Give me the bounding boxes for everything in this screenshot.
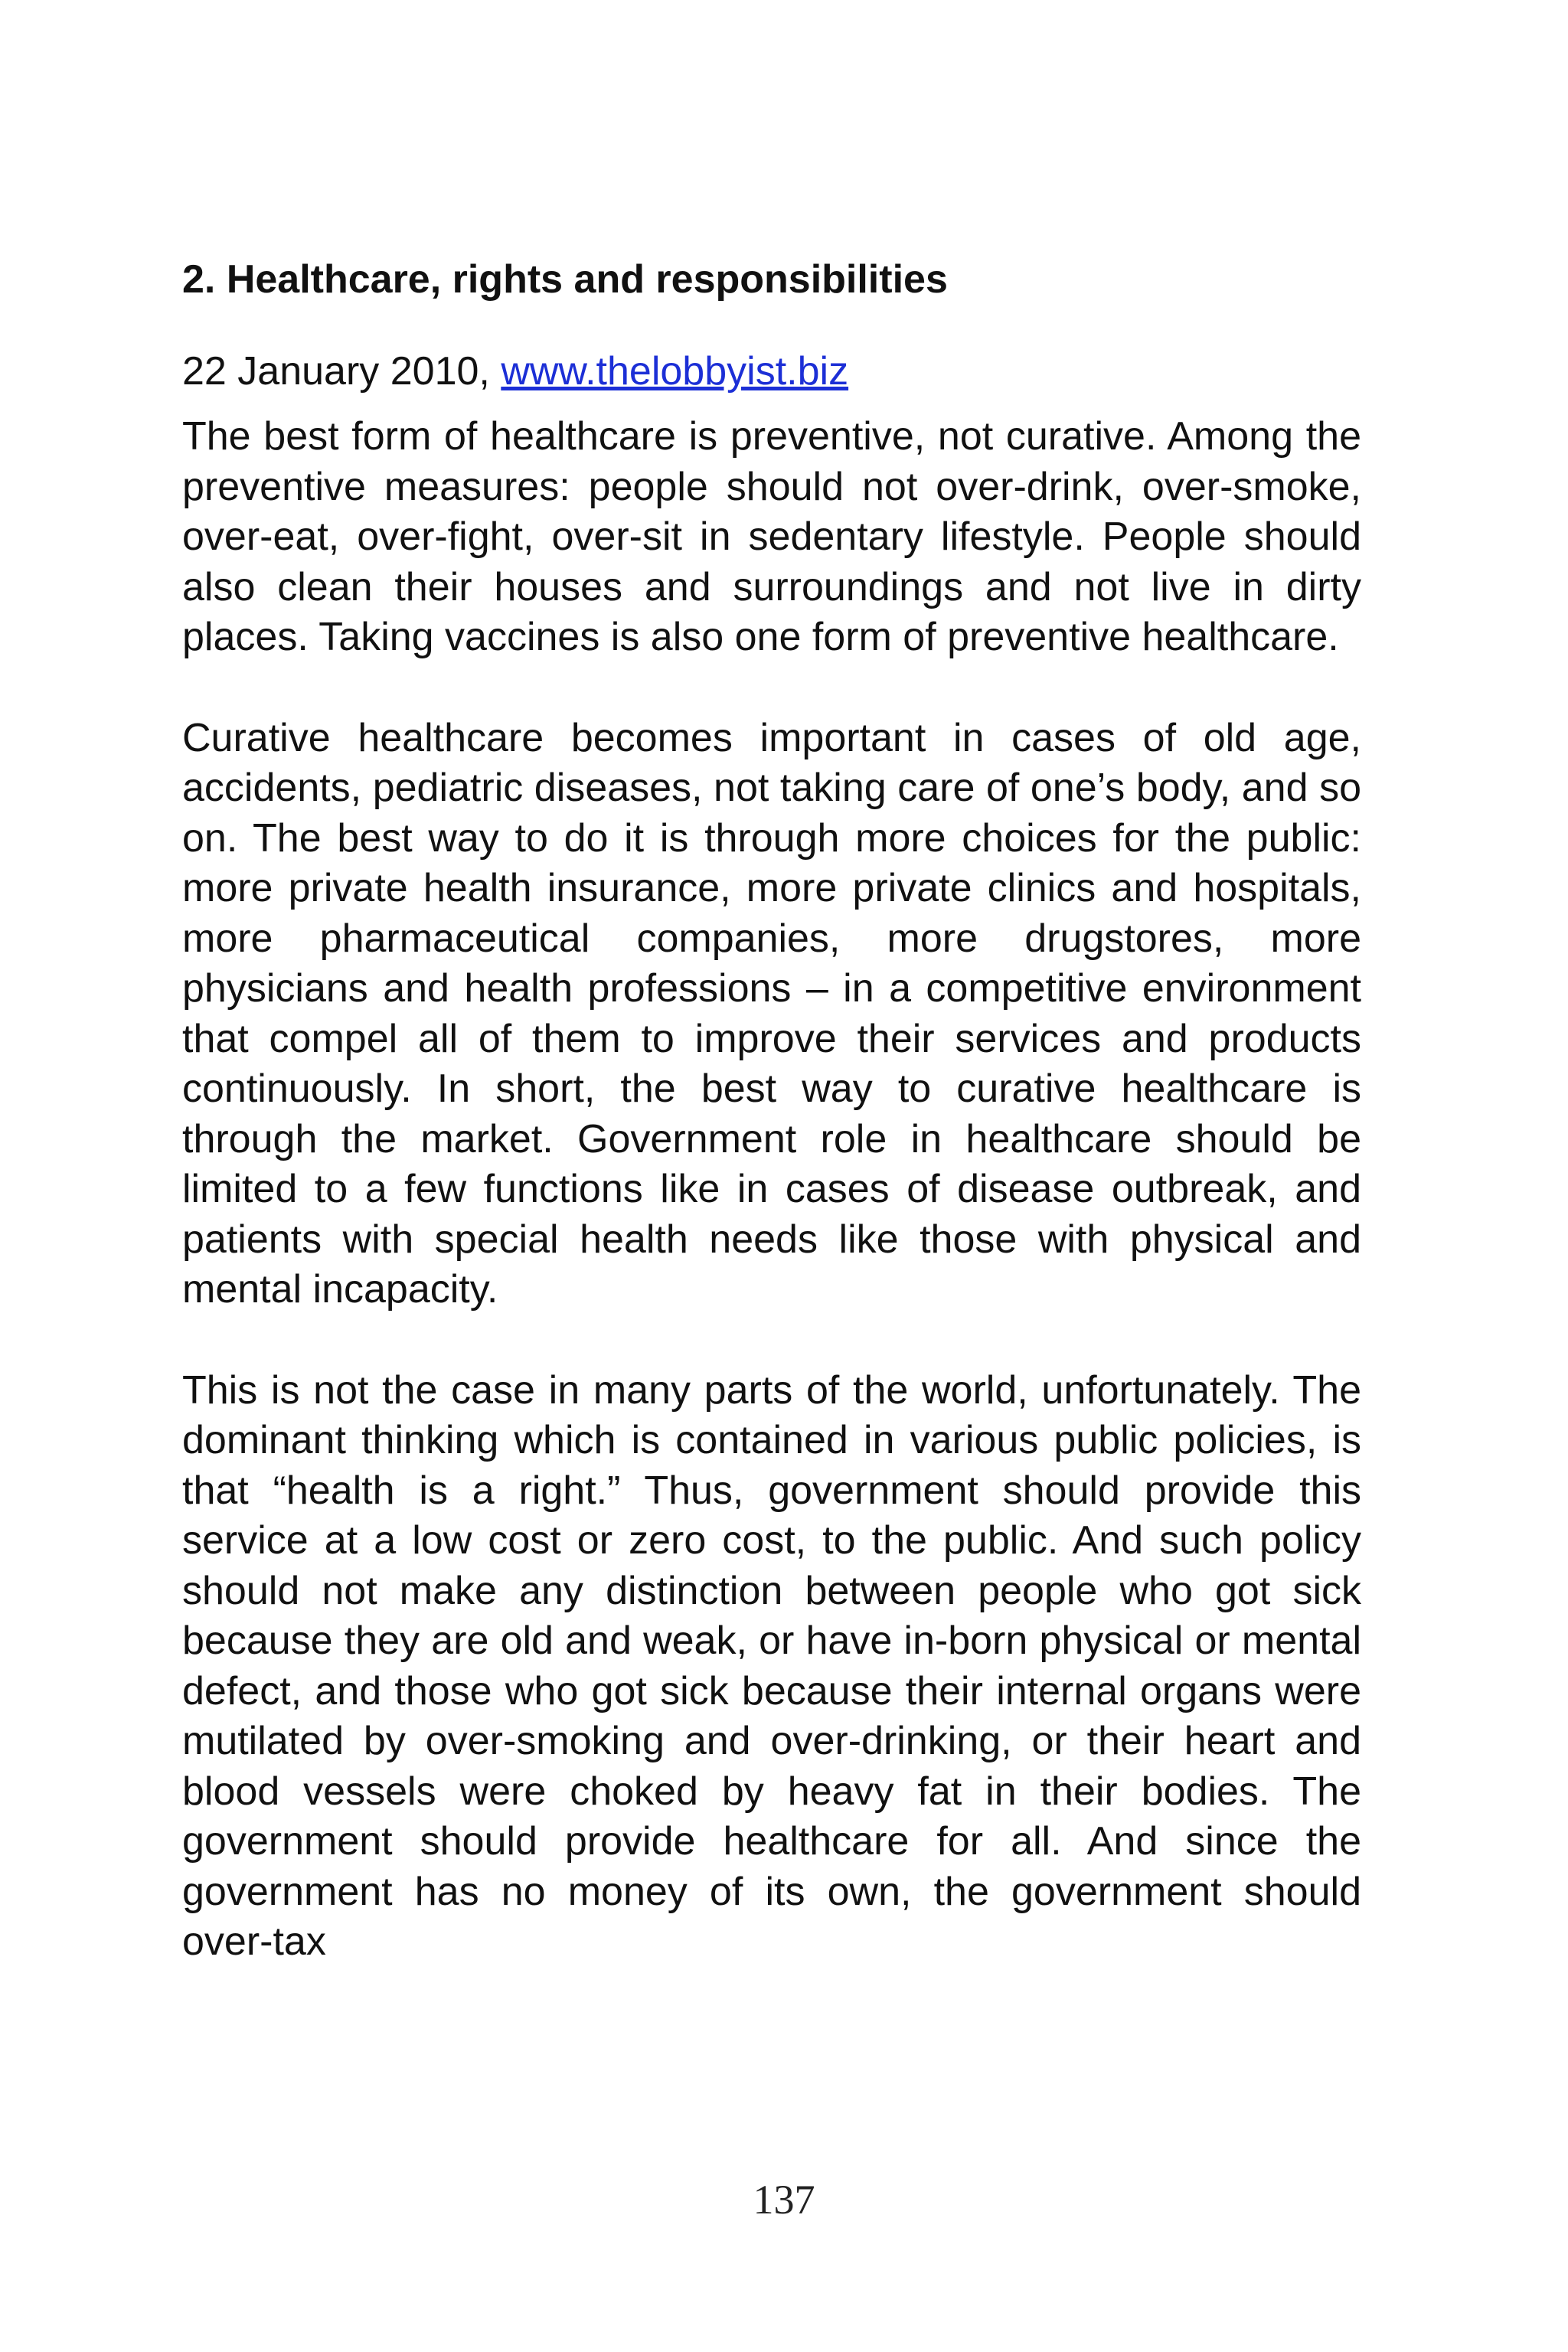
section-heading: 2. Healthcare, rights and responsibilities	[182, 257, 948, 302]
source-link[interactable]: www.thelobbyist.biz	[501, 349, 849, 394]
article-date: 22 January 2010,	[182, 349, 501, 394]
article-body	[182, 253, 1361, 1968]
page-number: 137	[753, 2177, 815, 2223]
paragraph-3: This is not the case in many parts of the world, unfortunately. The dominant thinking which is contained in various public policies, is that “health is a right.” Thus, government should provide this service at a low cost or zero cost, to the public. And such policy should not make any distinction between people who got sick because they are old and weak, or have in-born physical or mental defect, and those who got sick because their internal organs were mutilated by over-smoking and over-drinking, or their heart and blood vessels were choked by heavy fat in their bodies. The government should provide healthcare for all. And since the government has no money of its own, the government should over-tax	[182, 1367, 1361, 1964]
dateline	[182, 345, 1361, 398]
paragraph-2: Curative healthcare becomes important in cases of old age, accidents, pediatric diseases, not taking care of one’s body, and so on. The best way to do it is through more choices for the public: more private health insurance, more private clinics and hospitals, more pharmaceutical companies, more drugstores, more physicians and health professions – in a competitive environment that compel all of them to improve their services and products continuously. In short, the best way to curative healthcare is through the market. Government role in healthcare should be limited to a few functions like in cases of disease outbreak, and patients with special health needs like those with physical and mental incapacity.	[182, 715, 1361, 1312]
paragraph-1: The best form of healthcare is preventive, not curative. Among the preventive measures: people should not over-drink, over-smoke, over-eat, over-fight, over-sit in sedentary lifestyle. People should also clean their houses and surroundings and not live in dirty places. Taking vaccines is also one form of preventive healthcare.	[182, 414, 1361, 659]
